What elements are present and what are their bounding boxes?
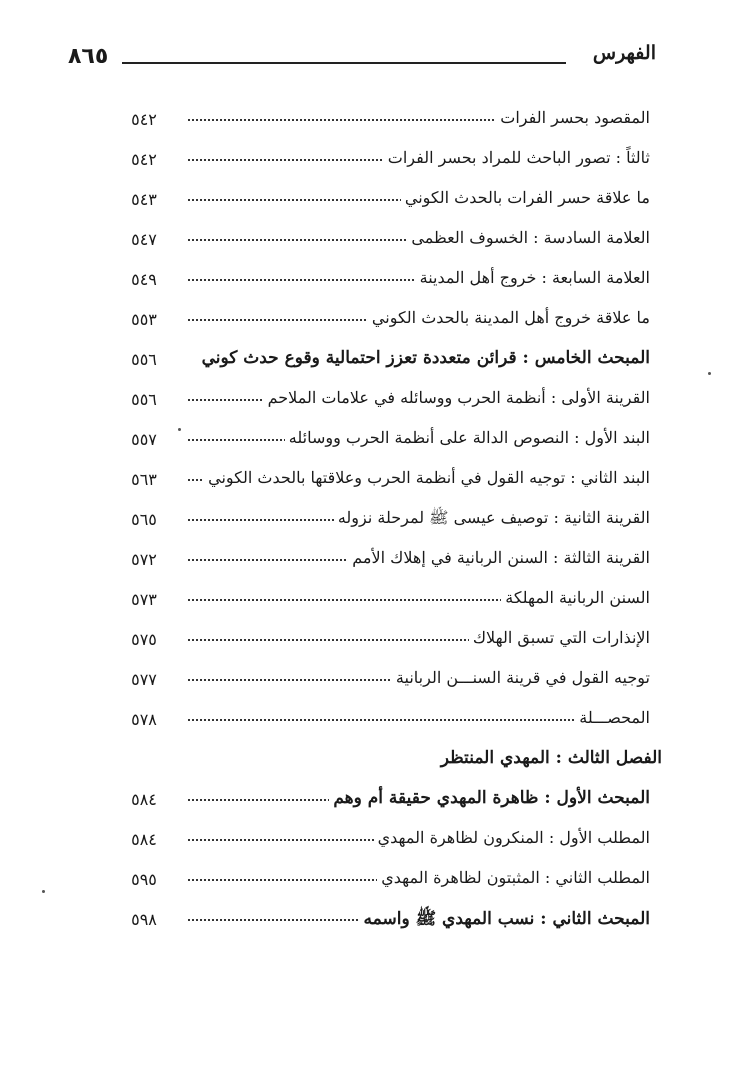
page-number: ٨٦٥ [68, 44, 109, 69]
chapter-heading [116, 744, 662, 784]
toc-entry [116, 184, 656, 224]
toc-entry-page: ٥٤٢ [131, 110, 157, 129]
toc-entry-bold [116, 784, 656, 824]
toc-entry-title: السنن الربانية المهلكة [501, 588, 650, 607]
toc-entry-page: ٥٤٩ [131, 270, 157, 289]
toc-entry-page: ٥٤٢ [131, 150, 157, 169]
running-title: الفهرس [592, 42, 656, 64]
toc-entry [116, 424, 656, 464]
table-of-contents [116, 104, 662, 944]
toc-entry [116, 584, 656, 624]
toc-entry-page: ٥٧٣ [131, 590, 157, 609]
toc-entry-title: المبحث الخامس : قرائن متعددة تعزز احتمالية وقوع حدث كوني [198, 348, 650, 368]
toc-entry [116, 104, 656, 144]
scan-speck [708, 372, 711, 375]
scan-speck [178, 428, 181, 431]
toc-entry [116, 624, 656, 664]
toc-entry [116, 224, 656, 264]
toc-entry [116, 504, 656, 544]
toc-entry [116, 464, 656, 504]
toc-entry-title: ثالثاً : تصور الباحث للمراد بحسر الفرات [384, 148, 650, 167]
header-rule [122, 62, 566, 64]
toc-entry-page: ٥٦٣ [131, 470, 157, 489]
toc-entry-title: البند الثاني : توجيه القول في أنظمة الحرب وعلاقتها بالحدث الكوني [204, 468, 650, 487]
toc-entry-page: ٥٥٧ [131, 430, 157, 449]
scan-speck [42, 890, 45, 893]
toc-entry-page: ٥٧٨ [131, 710, 157, 729]
toc-entry [116, 264, 656, 304]
toc-entry-title: المطلب الأول : المنكرون لظاهرة المهدي [374, 828, 650, 847]
toc-entry [116, 704, 656, 744]
toc-entry-page: ٥٧٥ [131, 630, 157, 649]
toc-entry [116, 864, 656, 904]
toc-entry-title: المقصود بحسر الفرات [496, 108, 650, 127]
toc-entry-page: ٥٨٤ [131, 830, 157, 849]
toc-entry-title: القرينة الثالثة : السنن الربانية في إهلاك الأمم [348, 548, 650, 567]
toc-entry-title: العلامة السادسة : الخسوف العظمى [407, 228, 650, 247]
toc-entry [116, 664, 656, 704]
toc-entry-page: ٥٩٨ [131, 910, 157, 929]
chapter-heading-title: الفصل الثالث : المهدي المنتظر [440, 748, 662, 768]
toc-entry [116, 384, 656, 424]
toc-entry-page: ٥٥٣ [131, 310, 157, 329]
toc-entry-page: ٥٤٧ [131, 230, 157, 249]
toc-entry-page: ٥٩٥ [131, 870, 157, 889]
toc-entry-title: البند الأول : النصوص الدالة على أنظمة الحرب ووسائله [285, 428, 650, 447]
toc-entry [116, 824, 656, 864]
toc-entry-page: ٥٨٤ [131, 790, 157, 809]
toc-entry-title: ما علاقة خروج أهل المدينة بالحدث الكوني [368, 308, 650, 327]
toc-entry-title: توجيه القول في قرينة السنـــن الربانية [392, 668, 650, 687]
toc-entry-page: ٥٤٣ [131, 190, 157, 209]
toc-entry-page: ٥٥٦ [131, 350, 157, 369]
toc-entry-title: العلامة السابعة : خروج أهل المدينة [416, 268, 650, 287]
toc-entry-title: المبحث الثاني : نسب المهدي ﷺ واسمه [360, 908, 650, 933]
toc-entry-title: المحصـــلة [575, 708, 650, 727]
toc-entry [116, 304, 656, 344]
toc-entry-title: القرينة الثانية : توصيف عيسى ﷺ لمرحلة نزوله [334, 508, 650, 531]
toc-entry-title: الإنذارات التي تسبق الهلاك [469, 628, 650, 647]
toc-entry-page: ٥٧٧ [131, 670, 157, 689]
toc-entry-title: المطلب الثاني : المثبتون لظاهرة المهدي [377, 868, 650, 887]
toc-entry-title: القرينة الأولى : أنظمة الحرب ووسائله في علامات الملاحم [264, 388, 650, 407]
toc-entry-page: ٥٥٦ [131, 390, 157, 409]
toc-entry-bold [116, 344, 656, 384]
toc-entry-page: ٥٧٢ [131, 550, 157, 569]
toc-entry-title: المبحث الأول : ظاهرة المهدي حقيقة أم وهم [329, 788, 650, 808]
page-header [64, 40, 656, 76]
toc-entry [116, 544, 656, 584]
toc-entry-page: ٥٦٥ [131, 510, 157, 529]
toc-entry [116, 144, 656, 184]
toc-entry-bold [116, 904, 656, 944]
toc-entry-title: ما علاقة حسر الفرات بالحدث الكوني [401, 188, 650, 207]
